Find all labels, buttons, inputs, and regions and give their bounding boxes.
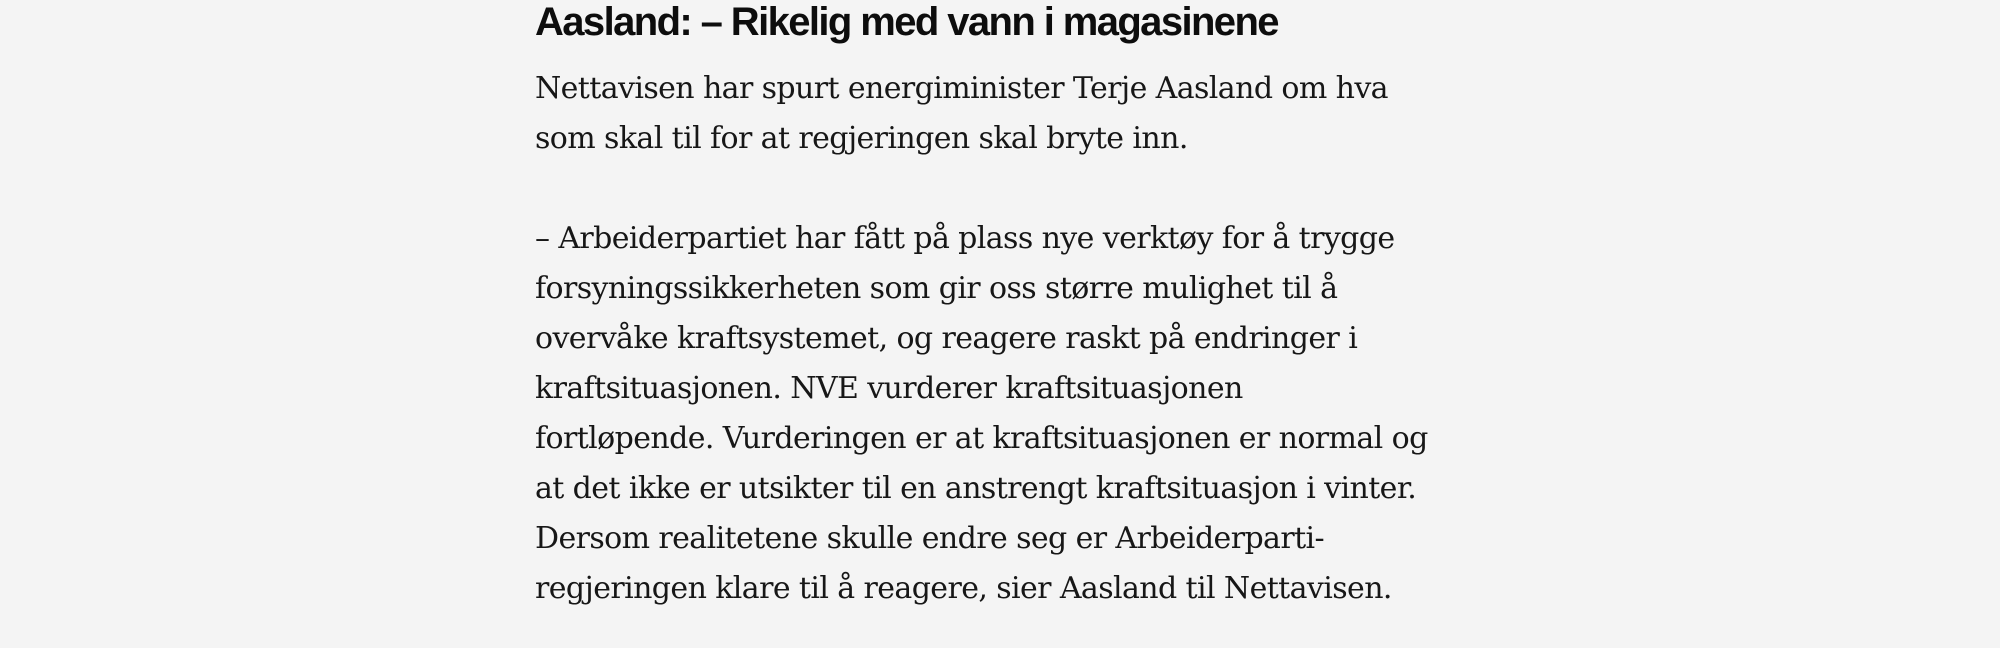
article-paragraph-quote — [535, 214, 1475, 614]
paragraph-line: Nettavisen har spurt energiminister Terje Aasland om hva — [535, 71, 1388, 106]
paragraph-line: regjeringen klare til å reagere, sier Aasland til Nettavisen. — [535, 571, 1392, 606]
paragraph-line: som skal til for at regjeringen skal bryte inn. — [535, 121, 1188, 156]
paragraph-line: fortløpende. Vurderingen er at kraftsituasjonen er normal og — [535, 421, 1428, 456]
paragraph-line: – Arbeiderpartiet har fått på plass nye verktøy for å trygge — [535, 221, 1395, 256]
article-body — [535, 0, 1475, 614]
paragraph-line: kraftsituasjonen. NVE vurderer kraftsituasjonen — [535, 371, 1243, 406]
article-subheadline: Aasland: – Rikelig med vann i magasinene — [535, 0, 1278, 44]
article-paragraph — [535, 64, 1475, 164]
paragraph-line: Dersom realitetene skulle endre seg er Arbeiderparti- — [535, 521, 1325, 556]
paragraph-line: forsyningssikkerheten som gir oss større mulighet til å — [535, 271, 1338, 306]
paragraph-line: at det ikke er utsikter til en anstrengt kraftsituasjon i vinter. — [535, 471, 1417, 506]
paragraph-line: overvåke kraftsystemet, og reagere raskt på endringer i — [535, 321, 1358, 356]
